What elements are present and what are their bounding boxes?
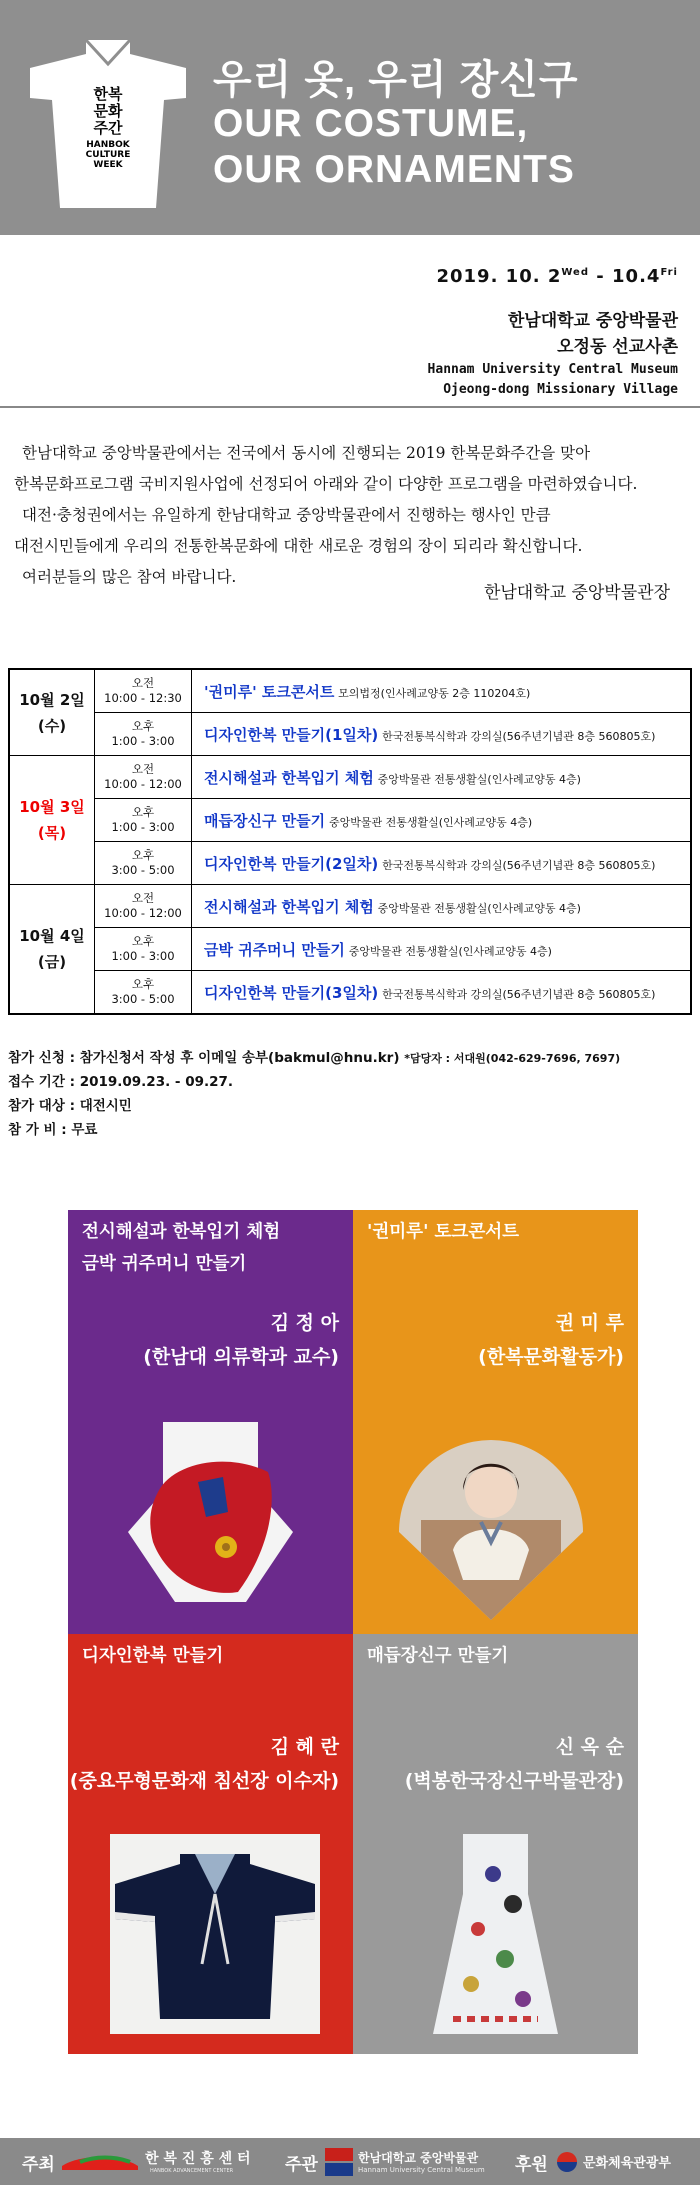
program-cell (192, 713, 692, 756)
schedule-table (8, 668, 692, 1015)
venue-korean-2: 오정동 선교사촌 (557, 337, 678, 357)
panel-instructor (405, 1730, 624, 1798)
day-label: 10월 4일 (19, 927, 85, 945)
table-row (9, 928, 691, 971)
pouch-image-icon (128, 1422, 293, 1602)
logo-en-line: WEEK (93, 160, 123, 170)
venue-english-1: Hannam University Central Museum (427, 362, 678, 377)
program-title: 디자인한복 만들기(2일차) (204, 854, 379, 873)
time-label: 1:00 - 3:00 (111, 820, 175, 834)
program-cell (192, 756, 692, 799)
day-cell (9, 885, 95, 1015)
time-cell (95, 669, 192, 713)
panel-title (367, 1216, 519, 1248)
instructor-role: (한복문화활동가) (478, 1346, 624, 1368)
host-sub: HANBOK ADVANCEMENT CENTER (150, 2168, 234, 2174)
title-english-line1: OUR COSTUME, (213, 102, 529, 145)
host-label: 주최 (22, 2155, 55, 2175)
logo-text-ko (28, 86, 188, 137)
period-label: 오후 (131, 719, 155, 733)
sponsor-label: 후원 (515, 2155, 548, 2175)
venue-english-2: Ojeong-dong Missionary Village (443, 382, 678, 397)
table-row (9, 885, 691, 928)
program-cell (192, 928, 692, 971)
time-cell (95, 713, 192, 756)
time-cell (95, 971, 192, 1015)
table-row (9, 842, 691, 885)
panel-title (82, 1216, 280, 1280)
time-label: 10:00 - 12:30 (104, 691, 182, 705)
info-contact: *담당자 : 서대원(042-629-7696, 7697) (404, 1052, 621, 1065)
time-cell (95, 842, 192, 885)
program-cell (192, 971, 692, 1015)
program-cell (192, 885, 692, 928)
program-cell (192, 799, 692, 842)
time-label: 10:00 - 12:00 (104, 906, 182, 920)
time-cell (95, 799, 192, 842)
panel-title-line: 디자인한복 만들기 (82, 1646, 224, 1666)
instructor-name: 김 혜 란 (270, 1736, 339, 1758)
period-label: 오후 (131, 934, 155, 948)
program-title: 디자인한복 만들기(3일차) (204, 983, 379, 1002)
panel-title-line: 매듭장신구 만들기 (367, 1646, 509, 1666)
program-panel-design-hanbok (68, 1634, 353, 2054)
intro-line: 대전·충청권에서는 유일하게 한남대학교 중앙박물관에서 진행하는 행사인 만큼 (22, 506, 551, 524)
info-value: 2019.09.23. - 09.27. (79, 1074, 234, 1090)
instructor-role: (벽봉한국장신구박물관장) (404, 1770, 624, 1792)
intro-line: 한복문화프로그램 국비지원사업에 선정되어 아래와 같이 다양한 프로그램을 마련하였습니다. (14, 475, 638, 493)
instructor-name: 김 정 아 (270, 1312, 339, 1334)
table-row (9, 971, 691, 1015)
info-period: 접수 기간 : 2019.09.23. - 09.27. (8, 1074, 234, 1090)
program-location: 한국전통복식학과 강의실(56주년기념관 8층 560805호) (382, 729, 656, 743)
period-label: 오전 (131, 891, 155, 905)
weekday-label: (목) (37, 824, 67, 842)
day-cell (9, 669, 95, 756)
info-label: 접수 기간 (8, 1074, 65, 1090)
title-english-line2: OUR ORNAMENTS (213, 148, 575, 191)
logo-text-en (28, 140, 188, 170)
host-logo-icon (60, 2150, 140, 2172)
program-title: '권미루' 토크콘서트 (204, 682, 335, 701)
time-label: 1:00 - 3:00 (111, 949, 175, 963)
program-location: 중앙박물관 전통생활실(인사례교양동 4층) (348, 944, 552, 958)
time-label: 3:00 - 5:00 (111, 863, 175, 877)
intro-line: 여러분들의 많은 참여 바랍니다. (22, 568, 237, 586)
date-separator: - (589, 266, 613, 287)
period-label: 오전 (131, 762, 155, 776)
ministry-taegeuk-icon (555, 2150, 579, 2174)
program-panel-knot-ornament (353, 1634, 638, 2054)
venue-korean-1: 한남대학교 중앙박물관 (507, 311, 678, 331)
panel-title-line: '권미루' 토크콘서트 (367, 1222, 520, 1242)
program-location: 한국전통복식학과 강의실(56주년기념관 8층 560805호) (382, 987, 656, 1001)
organizer-name: 한남대학교 중앙박물관 (358, 2151, 479, 2165)
table-row (9, 669, 691, 713)
header-banner (0, 0, 700, 235)
panel-title-line: 전시해설과 한복입기 체험 (82, 1222, 281, 1242)
program-location: 모의법정(인사례교양동 2층 110204호) (338, 686, 531, 700)
performer-portrait-icon (391, 1420, 591, 1620)
program-location: 중앙박물관 전통생활실(인사례교양동 4층) (377, 901, 581, 915)
program-title: 디자인한복 만들기(1일차) (204, 725, 379, 744)
time-cell (95, 756, 192, 799)
program-location: 한국전통복식학과 강의실(56주년기념관 8층 560805호) (382, 858, 656, 872)
section-divider (0, 406, 700, 408)
info-apply: 참가 신청 : 참가신청서 작성 후 이메일 송부(bakmul@hnu.kr) *담당자 : 서대원(042-629-7696, 7697) (8, 1050, 621, 1066)
time-cell (95, 928, 192, 971)
table-row (9, 713, 691, 756)
program-cell (192, 669, 692, 713)
panel-instructor (478, 1306, 624, 1374)
day-label: 10월 3일 (19, 798, 85, 816)
program-title: 전시해설과 한복입기 체험 (204, 897, 374, 916)
organizer-label: 주관 (285, 2155, 318, 2175)
program-location: 중앙박물관 전통생활실(인사례교양동 4층) (328, 815, 533, 829)
info-label: 참가 대상 (8, 1098, 65, 1114)
info-value: 무료 (71, 1122, 98, 1138)
logo-en-line: CULTURE (85, 150, 131, 160)
info-label: 참 가 비 (8, 1122, 57, 1138)
program-location: 중앙박물관 전통생활실(인사례교양동 4층) (377, 772, 581, 786)
program-cell (192, 842, 692, 885)
date-end-day: Fri (660, 267, 678, 278)
info-fee: 참 가 비 : 무료 (8, 1122, 98, 1138)
panel-title (367, 1640, 508, 1672)
info-label: 참가 신청 (8, 1050, 65, 1066)
period-label: 오전 (131, 676, 155, 690)
date-end: 10.4 (612, 266, 661, 287)
table-row (9, 799, 691, 842)
time-label: 10:00 - 12:00 (104, 777, 182, 791)
period-label: 오후 (131, 805, 155, 819)
period-label: 오후 (131, 848, 155, 862)
intro-line: 한남대학교 중앙박물관에서는 전국에서 동시에 진행되는 2019 한복문화주간을 맞아 (22, 444, 591, 462)
panel-instructor (70, 1730, 339, 1798)
time-cell (95, 885, 192, 928)
program-title: 금박 귀주머니 만들기 (204, 940, 345, 959)
knot-ornament-image-icon (433, 1834, 558, 2034)
hannam-logo-icon (325, 2148, 353, 2176)
panel-title (82, 1640, 223, 1672)
organizer-sub: Hannam University Central Museum (358, 2166, 485, 2174)
program-panel-exhibition (68, 1210, 353, 1634)
program-title: 매듭장신구 만들기 (204, 811, 326, 830)
intro-text (14, 438, 694, 593)
info-value: 대전시민 (79, 1098, 132, 1114)
event-date (436, 266, 678, 287)
day-label: 10월 2일 (19, 690, 85, 709)
time-label: 1:00 - 3:00 (111, 734, 175, 748)
intro-line: 대전시민들에게 우리의 전통한복문화에 대한 새로운 경험의 장이 되리라 확신합니다. (14, 537, 583, 555)
footer-sponsors (0, 2138, 700, 2185)
intro-signature: 한남대학교 중앙박물관장 (483, 583, 670, 603)
logo-text-line: 한복 (93, 85, 123, 103)
day-cell (9, 756, 95, 885)
instructor-role: (중요무형문화재 침선장 이수자) (69, 1770, 339, 1792)
hanbok-jeogori-image-icon (110, 1834, 320, 2034)
logo-en-line: HANBOK (86, 140, 130, 150)
date-start-day: Wed (561, 267, 589, 278)
table-row (9, 756, 691, 799)
info-target: 참가 대상 : 대전시민 (8, 1098, 132, 1114)
weekday-label: (금) (37, 953, 67, 971)
panel-title-line: 금박 귀주머니 만들기 (82, 1254, 247, 1274)
instructor-name: 신 옥 순 (555, 1736, 624, 1758)
program-panel-talk-concert (353, 1210, 638, 1634)
logo-text-line: 문화 (93, 102, 123, 120)
instructor-role: (한남대 의류학과 교수) (143, 1346, 339, 1368)
time-label: 3:00 - 5:00 (111, 992, 175, 1006)
date-start: 2019. 10. 2 (436, 266, 562, 287)
info-value: 참가신청서 작성 후 이메일 송부(bakmul@hnu.kr) (79, 1050, 400, 1066)
panel-instructor (143, 1306, 339, 1374)
sponsor-name: 문화체육관광부 (583, 2156, 671, 2171)
instructor-name: 권 미 루 (555, 1312, 624, 1334)
weekday-label: (수) (37, 716, 67, 735)
program-title: 전시해설과 한복입기 체험 (204, 768, 374, 787)
period-label: 오후 (131, 977, 155, 991)
title-korean: 우리 옷, 우리 장신구 (213, 58, 579, 102)
logo-text-line: 주간 (93, 119, 123, 137)
host-name: 한 복 진 흥 센 터 (145, 2151, 251, 2167)
